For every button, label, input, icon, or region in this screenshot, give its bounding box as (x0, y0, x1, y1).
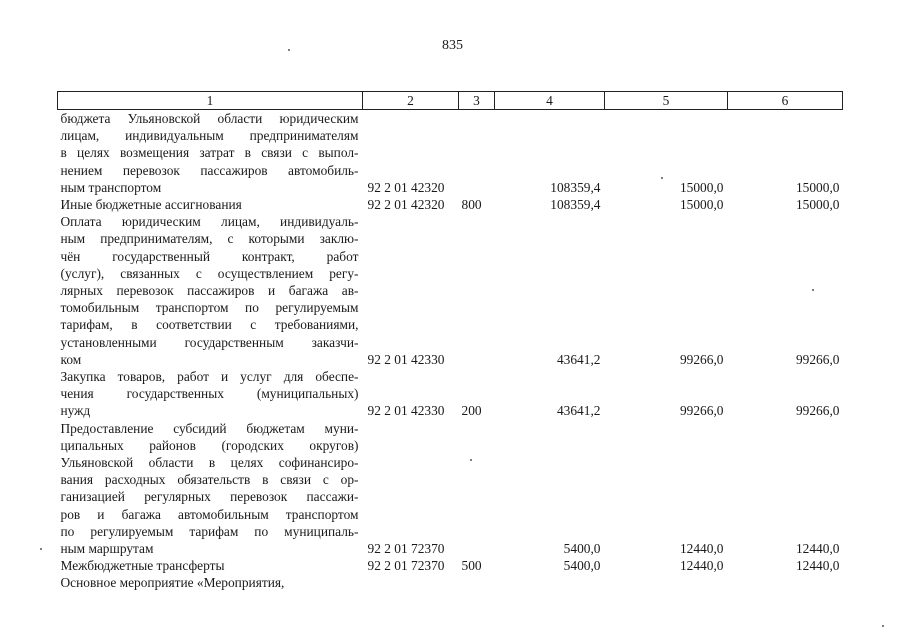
amount-column-5: 99266,0 (679, 351, 724, 367)
description-line: ным транспортом (60, 179, 162, 195)
column-header-4: 4 (495, 92, 605, 110)
description-line: ным маршрутам (60, 541, 154, 557)
table-row (58, 574, 843, 591)
description-line: ганизацией регулярных перевозок пассажи- (60, 489, 359, 505)
description-line: ным предпринимателям, с которыми заклю- (60, 231, 359, 247)
description-line: Межбюджетные трансферты (60, 558, 225, 574)
row-description (58, 368, 363, 420)
amount-column-5: 15000,0 (679, 197, 724, 213)
budget-classification-code (363, 574, 459, 591)
column-header-1: 1 (58, 92, 363, 110)
amount-column-4: 108359,4 (550, 197, 601, 213)
description-line: Предоставление субсидий бюджетам муни- (60, 420, 359, 436)
description-line: Оплата юридическим лицам, индивидуаль- (60, 214, 359, 230)
amount-column-6: 15000,0 (795, 179, 840, 195)
budget-classification-code: 92 2 01 42320 (367, 197, 445, 213)
amount-column-4: 5400,0 (563, 541, 601, 557)
row-description (58, 110, 363, 197)
amount-column-5: 12440,0 (679, 541, 724, 557)
row-description (58, 196, 363, 213)
amount-column-4: 5400,0 (563, 558, 601, 574)
description-line: ров и багажа автомобильным транспортом (60, 506, 359, 522)
expense-type-code (459, 574, 495, 591)
column-header-6: 6 (728, 92, 843, 110)
amount-column-5: 99266,0 (679, 403, 724, 419)
description-line: ком (60, 351, 82, 367)
amount-column-6: 99266,0 (795, 351, 840, 367)
table-body (58, 110, 843, 592)
description-line: нением перевозок пассажиров автомобиль- (60, 162, 359, 178)
description-line: Иные бюджетные ассигнования (60, 197, 242, 213)
description-line: вания расходных обязательств в связи с ор- (60, 472, 359, 488)
description-line: нужд (60, 403, 91, 419)
description-line: лярных перевозок пассажиров и багажа ав- (60, 283, 359, 299)
amount-column-4: 43641,2 (556, 403, 601, 419)
amount-column-4: 43641,2 (556, 351, 601, 367)
scan-speck (882, 625, 884, 627)
description-line: бюджета Ульяновской области юридическим (60, 111, 359, 126)
amount-column-6: 99266,0 (795, 403, 840, 419)
row-description (58, 557, 363, 574)
description-line: в целях возмещения затрат в связи с выпол- (60, 145, 359, 161)
table-row (58, 110, 843, 197)
description-line: чения государственных (муниципальных) (60, 386, 359, 402)
budget-classification-code: 92 2 01 42330 (367, 351, 445, 367)
description-line: по регулируемым тарифам по муниципаль- (60, 523, 359, 539)
scan-speck (288, 49, 290, 51)
amount-column-5 (605, 574, 728, 591)
budget-classification-code: 92 2 01 42320 (367, 179, 445, 195)
table-header-row (58, 92, 843, 110)
description-line: чён государственный контракт, работ (60, 248, 359, 264)
amount-column-5: 12440,0 (679, 558, 724, 574)
expense-type-code (459, 110, 495, 197)
amount-column-6 (728, 574, 843, 591)
table-row (58, 368, 843, 420)
scan-speck (661, 177, 663, 179)
expense-type-code: 500 (461, 558, 482, 574)
description-line: тарифам, в соответствии с требованиями, (60, 317, 359, 333)
amount-column-5: 15000,0 (679, 179, 724, 195)
column-header-2: 2 (363, 92, 459, 110)
table-row (58, 420, 843, 558)
amount-column-6: 15000,0 (795, 197, 840, 213)
row-description (58, 213, 363, 368)
description-line: лицам, индивидуальным предпринимателям (60, 128, 359, 144)
amount-column-4: 108359,4 (550, 179, 601, 195)
scan-speck (40, 548, 42, 550)
description-line: ципальных районов (городских округов) (60, 437, 359, 453)
table-row (58, 196, 843, 213)
amount-column-4 (495, 574, 605, 591)
description-line: (услуг), связанных с осуществлением регу- (60, 265, 359, 281)
budget-classification-code: 92 2 01 72370 (367, 541, 445, 557)
amount-column-6: 12440,0 (795, 541, 840, 557)
description-line: Ульяновской области в целях софинансиро- (60, 455, 359, 471)
description-line: Закупка товаров, работ и услуг для обеспе- (60, 369, 359, 385)
scan-speck (812, 289, 814, 291)
table-row (58, 213, 843, 368)
amount-column-6: 12440,0 (795, 558, 840, 574)
page-number: 835 (442, 38, 463, 53)
description-line: Основное мероприятие «Мероприятия, (60, 575, 285, 591)
budget-table (57, 91, 843, 592)
budget-classification-code: 92 2 01 72370 (367, 558, 445, 574)
expense-type-code: 800 (461, 197, 482, 213)
expense-type-code (459, 213, 495, 368)
column-header-3: 3 (459, 92, 495, 110)
column-header-5: 5 (605, 92, 728, 110)
description-line: томобильным транспортом по регулируемым (60, 300, 359, 316)
budget-classification-code: 92 2 01 42330 (367, 403, 445, 419)
row-description (58, 420, 363, 558)
row-description (58, 574, 363, 591)
scan-speck (470, 459, 472, 461)
description-line: установленными государственным заказчи- (60, 334, 359, 350)
table-row (58, 557, 843, 574)
expense-type-code (459, 420, 495, 558)
expense-type-code: 200 (461, 403, 482, 419)
